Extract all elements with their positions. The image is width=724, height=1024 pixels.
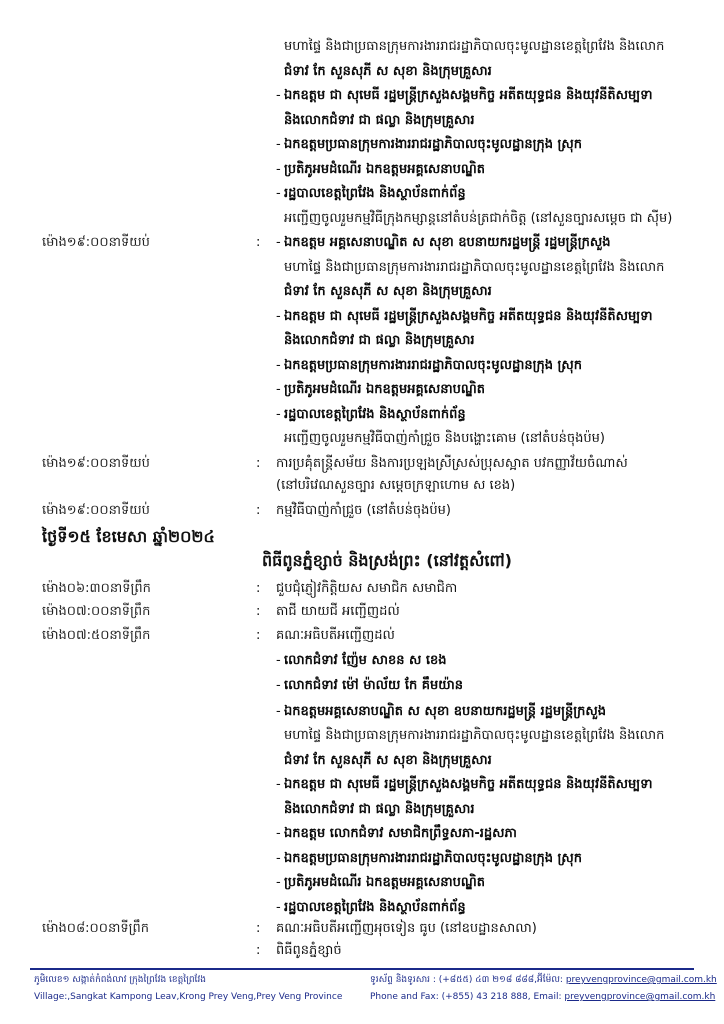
bullet-dash: - xyxy=(276,161,281,177)
schedule-line: មហាផ្ទៃ និងជាប្រធានក្រុមការងាររាជរដ្ឋាភិបាលចុះមូលដ្ឋានខេត្តព្រៃវែង និងលោក xyxy=(284,39,665,54)
schedule-line: ប្រតិភូអមដំណើរ ឯកឧត្តមអគ្គសេនាបណ្ឌិត xyxy=(284,161,486,177)
schedule-line: ជំទាវ កែ សួនសុភី ស សុខា និងក្រុមគ្រួសារ xyxy=(284,284,492,299)
bullet-dash: - xyxy=(276,406,281,422)
schedule-line: អញ្ជើញចូលរួមកម្មវិធីក្រុងកម្សាន្តនៅតំបន់ត្រជាក់ចិត្ត (នៅសួនច្បារសម្តេច ជា ស៊ីម) xyxy=(284,210,673,226)
schedule-line: និងលោកជំទាវ ជា ផល្លា និងក្រុមគ្រួសារ xyxy=(284,112,475,128)
bullet-dash: - xyxy=(276,308,281,324)
time-separator: : xyxy=(256,604,261,619)
schedule-line: ឯកឧត្តម ជា សុមេធី រដ្ឋមន្ត្រីក្រសួងសង្គមកិច្ច អតីតយុទ្ធជន និងយុវនីតិសម្បទា xyxy=(284,308,653,324)
attendee-line: និងលោកជំទាវ ជា ផល្លា និងក្រុមគ្រួសារ xyxy=(284,801,475,817)
schedule-line: ពិធីពូនភ្នំខ្សាច់ xyxy=(276,943,342,958)
attendee-line: ឯកឧត្តម លោកជំទាវ សមាជិកព្រឹទ្ធសភា-រដ្ឋសភា xyxy=(284,826,517,841)
footer-email-link[interactable]: preyvengprovince@gmail.com.kh xyxy=(565,975,717,985)
bullet-dash: - xyxy=(276,850,281,866)
footer-contact-en-label: Phone and Fax: (+855) 43 218 888, Email: xyxy=(370,992,562,1002)
schedule-line: ជំទាវ កែ សួនសុភី ស សុខា និងក្រុមគ្រួសារ xyxy=(284,63,492,79)
time-separator: : xyxy=(256,921,261,936)
schedule-line: គណៈអធិបតីអញ្ជើញអុចទៀន ធូប (នៅឧបដ្ឋានសាលា) xyxy=(276,921,537,936)
schedule-line: រដ្ឋបាលខេត្តព្រៃវែង និងស្ថាប័នពាក់ព័ន្ធ xyxy=(284,186,466,201)
time-separator: : xyxy=(256,581,261,596)
footer-email-link-en[interactable]: preyvengprovince@gmail.com.kh xyxy=(564,992,716,1002)
footer-divider xyxy=(30,968,694,970)
time-separator: : xyxy=(256,943,261,958)
attendee-line: លោកជំទាវ ម៉ៅ ម៉ាល័យ កែ គឹមយ៉ាន xyxy=(284,677,464,693)
bullet-dash: - xyxy=(276,826,281,841)
bullet-dash: - xyxy=(276,88,281,103)
footer-contact-km-label: ទូរស័ព្ទ និងទូរសារ : (+៨៥៥) ៤៣ ២១៨ ៨៨៨,អ៊ីម៉ែល: xyxy=(370,975,563,985)
attendee-line: ឯកឧត្តមប្រធានក្រុមការងាររាជរដ្ឋាភិបាលចុះមូលដ្ឋានក្រុង ស្រុក xyxy=(284,850,583,866)
schedule-time: ម៉ោង០៨:០០នាទីព្រឹក xyxy=(42,921,149,936)
attendee-line: រដ្ឋបាលខេត្តព្រៃវែង និងស្ថាប័នពាក់ព័ន្ធ xyxy=(284,899,466,915)
bullet-dash: - xyxy=(276,382,281,397)
bullet-dash: - xyxy=(276,777,281,792)
bullet-dash: - xyxy=(276,875,281,890)
footer-contact-km xyxy=(370,974,717,986)
schedule-line: កម្មវិធីបាញ់កាំជ្រួច (នៅតំបន់ចុងប៉ម) xyxy=(276,503,451,518)
ceremony-heading: ពិធីពូនភ្នំខ្សាច់ និងស្រង់ព្រះ (នៅវត្តសំពៅ) xyxy=(262,551,512,570)
date-heading: ថ្ងៃទី១៥ ខែមេសា ឆ្នាំ២០២៤ xyxy=(42,527,215,546)
footer-contact-en xyxy=(370,991,715,1003)
bullet-dash: - xyxy=(276,653,281,668)
schedule-line: មហាផ្ទៃ និងជាប្រធានក្រុមការងាររាជរដ្ឋាភិបាលចុះមូលដ្ឋានខេត្តព្រៃវែង និងលោក xyxy=(284,259,665,275)
attendee-line: មហាផ្ទៃ និងជាប្រធានក្រុមការងាររាជរដ្ឋាភិបាលចុះមូលដ្ឋានខេត្តព្រៃវែង និងលោក xyxy=(284,728,665,743)
schedule-line: ជួបជុំភ្ញៀវកិត្តិយស សមាជិក សមាជិកា xyxy=(276,581,458,596)
schedule-line: ឯកឧត្តម ជា សុមេធី រដ្ឋមន្ត្រីក្រសួងសង្គមកិច្ច អតីតយុទ្ធជន និងយុវនីតិសម្បទា xyxy=(284,88,653,103)
bullet-dash: - xyxy=(276,137,281,152)
schedule-time: ម៉ោង០៧:០០នាទីព្រឹក xyxy=(42,604,151,619)
attendee-line: ប្រតិភូអមដំណើរ ឯកឧត្តមអគ្គសេនាបណ្ឌិត xyxy=(284,875,486,890)
bullet-dash: - xyxy=(276,357,281,373)
schedule-line: ប្រតិភូអមដំណើរ ឯកឧត្តមអគ្គសេនាបណ្ឌិត xyxy=(284,382,486,397)
time-separator: : xyxy=(256,628,261,643)
attendee-line: ឯកឧត្តមអគ្គសេនាបណ្ឌិត ស សុខា ឧបនាយករដ្ឋមន្ត្រី រដ្ឋមន្ត្រីក្រសួង xyxy=(284,703,607,719)
time-separator: : xyxy=(256,235,261,250)
footer-address-km: ភូមិលេខ១ សង្កាត់កំពង់លាវ ក្រុងព្រៃវែង ខេត្តព្រៃវែង xyxy=(34,975,206,985)
schedule-time: ម៉ោង១៩:០០នាទីយប់ xyxy=(42,456,150,471)
attendee-line: លោកជំទាវ ញ៉ែម សាខន ស ខេង xyxy=(284,653,447,668)
schedule-time: ម៉ោង០៦:៣០នាទីព្រឹក xyxy=(42,581,151,596)
schedule-line: រដ្ឋបាលខេត្តព្រៃវែង និងស្ថាប័នពាក់ព័ន្ធ xyxy=(284,406,466,422)
schedule-line: ឯកឧត្តមប្រធានក្រុមការងាររាជរដ្ឋាភិបាលចុះមូលដ្ឋានក្រុង ស្រុក xyxy=(284,137,583,152)
schedule-line: និងលោកជំទាវ ជា ផល្លា និងក្រុមគ្រួសារ xyxy=(284,333,475,348)
schedule-time: ម៉ោង១៩:០០នាទីយប់ xyxy=(42,503,150,518)
schedule-line: តាជី យាយជី អញ្ជើញដល់ xyxy=(276,604,400,619)
schedule-line: អញ្ជើញចូលរួមកម្មវិធីបាញ់កាំជ្រួច និងបង្ហោះគោម (នៅតំបន់ចុងប៉ម) xyxy=(284,431,605,446)
time-separator: : xyxy=(256,503,261,518)
footer-address-en: Village:,Sangkat Kampong Leav,Krong Prey Veng,Prey Veng Province xyxy=(34,992,343,1002)
schedule-line: ឯកឧត្តម អគ្គសេនាបណ្ឌិត ស សុខា ឧបនាយករដ្ឋមន្ត្រី រដ្ឋមន្ត្រីក្រសួង xyxy=(284,235,611,250)
schedule-line: គណៈអធិបតីអញ្ជើញដល់ xyxy=(276,628,395,643)
schedule-line: (នៅបរិវេណសួនច្បារ សម្តេចក្រឡាហោម ស ខេង) xyxy=(276,478,516,493)
schedule-time: ម៉ោង០៧:៥០នាទីព្រឹក xyxy=(42,628,151,643)
attendee-line: ជំទាវ កែ សួនសុភី ស សុខា និងក្រុមគ្រួសារ xyxy=(284,752,492,768)
time-separator: : xyxy=(256,456,261,471)
bullet-dash: - xyxy=(276,235,281,250)
schedule-line: ឯកឧត្តមប្រធានក្រុមការងាររាជរដ្ឋាភិបាលចុះមូលដ្ឋានក្រុង ស្រុក xyxy=(284,357,583,373)
schedule-line: ការប្រគុំតន្ត្រីសម័យ និងការប្រឡងស្រីស្រស់ប្រុសស្អាត បវកញ្ញាវ័យចំណាស់ xyxy=(276,456,628,471)
schedule-time: ម៉ោង១៩:០០នាទីយប់ xyxy=(42,235,150,250)
bullet-dash: - xyxy=(276,899,281,915)
bullet-dash: - xyxy=(276,186,281,201)
bullet-dash: - xyxy=(276,703,281,719)
attendee-line: ឯកឧត្តម ជា សុមេធី រដ្ឋមន្ត្រីក្រសួងសង្គមកិច្ច អតីតយុទ្ធជន និងយុវនីតិសម្បទា xyxy=(284,777,653,792)
bullet-dash: - xyxy=(276,677,281,693)
